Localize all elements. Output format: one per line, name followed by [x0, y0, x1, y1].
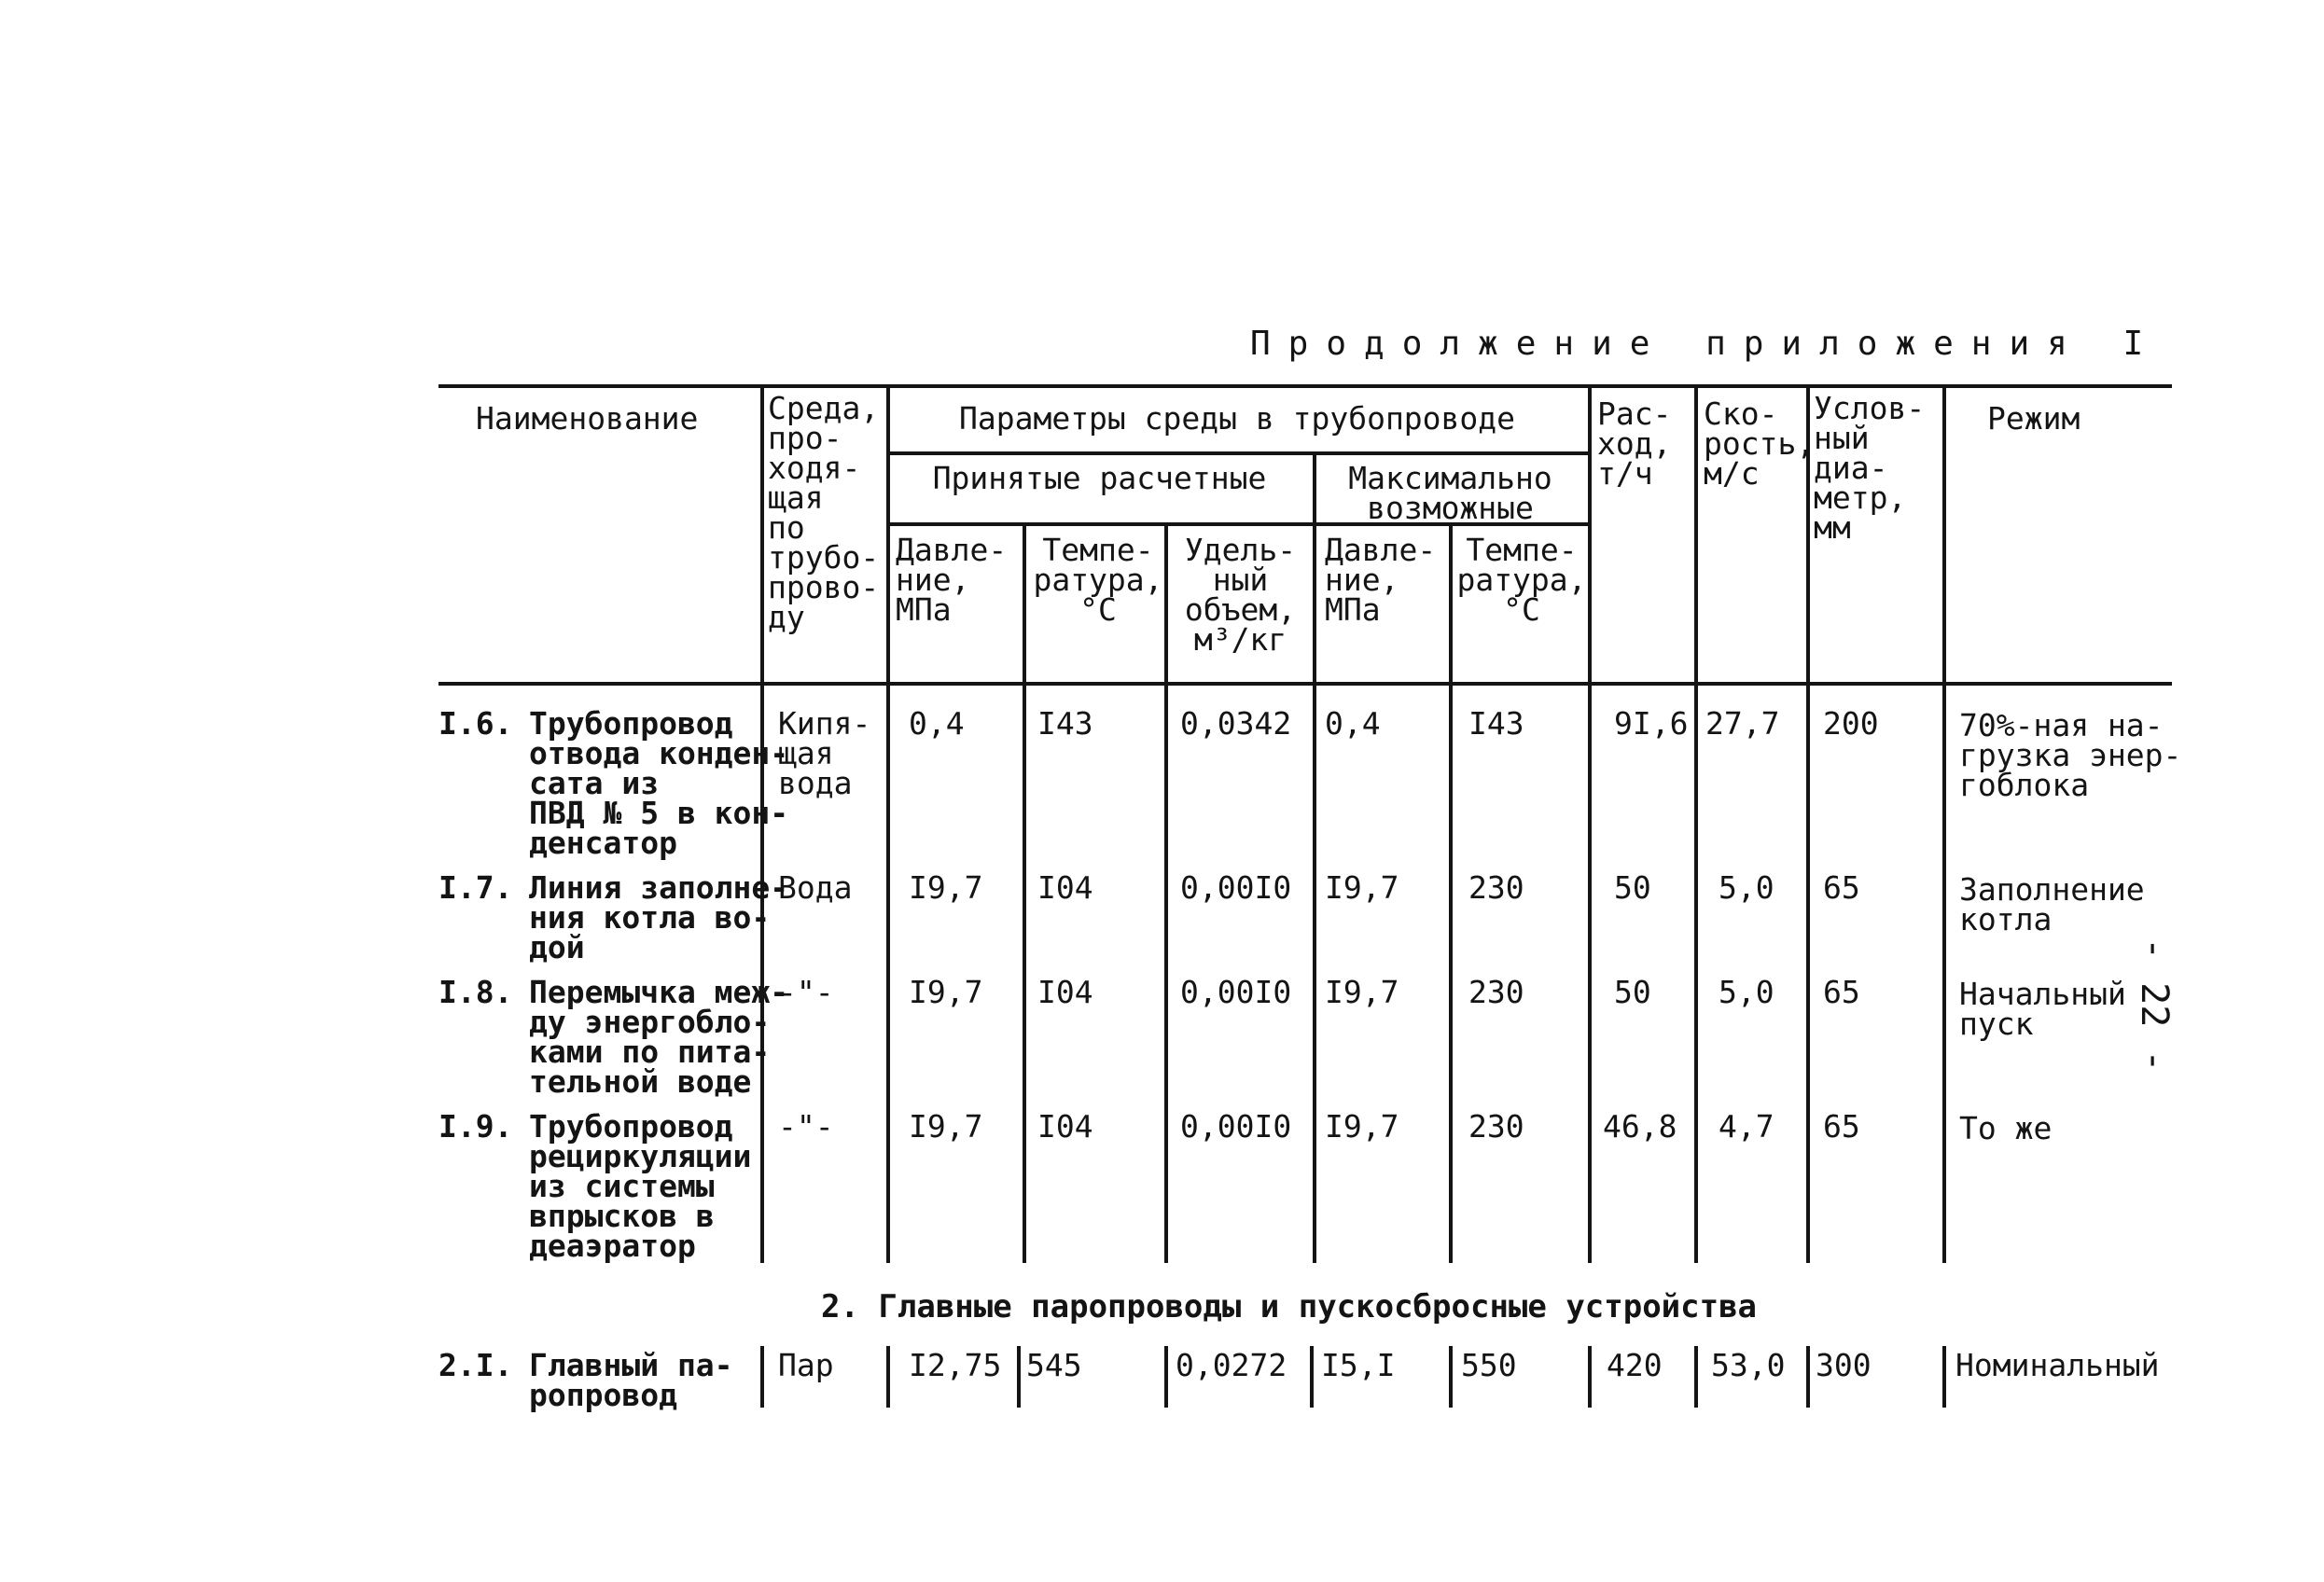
header-mode: Режим — [1987, 400, 2080, 437]
row-speed: 27,7 — [1705, 705, 1780, 742]
row-diameter: 65 — [1823, 974, 1860, 1010]
row-mode: Номинальный — [1955, 1347, 2160, 1383]
row-max-temperature: 230 — [1468, 974, 1524, 1010]
row-max-pressure: I5,I — [1321, 1347, 1396, 1383]
row-diameter: 200 — [1823, 705, 1879, 742]
row-max-temperature: 230 — [1468, 1108, 1524, 1145]
continuation-caption: Продолжение приложения I — [1250, 325, 2162, 363]
row-medium: Вода — [778, 869, 853, 906]
row-mode: 70%-ная на- грузка энер- гоблока — [1959, 707, 2182, 803]
page-number: - 22 - — [2133, 937, 2176, 1073]
row-pressure: I9,7 — [909, 974, 983, 1010]
row-name: Линия заполне- ния котла во- дой — [529, 869, 789, 965]
row-diameter: 65 — [1823, 869, 1860, 906]
header-speed: Ско- рость, м/с — [1704, 396, 1816, 492]
row-speed: 4,7 — [1719, 1108, 1774, 1145]
row-medium: -"- — [778, 974, 834, 1010]
row-flow: 46,8 — [1603, 1108, 1677, 1145]
row-volume: 0,00I0 — [1180, 1108, 1292, 1145]
row-medium: Пар — [778, 1347, 834, 1383]
row-temperature: I04 — [1037, 974, 1093, 1010]
row-pressure: I2,75 — [909, 1347, 1002, 1383]
row-volume: 0,0342 — [1180, 705, 1292, 742]
section-heading: 2. Главные паропроводы и пускосбросные устройства — [821, 1288, 1758, 1325]
row-name: Трубопровод отвода конден- сата из ПВД № 5 в кон- денсатор — [529, 705, 789, 861]
header-max-pressure: Давле- ние, МПа — [1325, 532, 1437, 628]
row-pressure: I9,7 — [909, 1108, 983, 1145]
row-pressure: 0,4 — [909, 705, 965, 742]
row-mode: Заполнение котла — [1959, 871, 2145, 937]
row-flow: 9I,6 — [1614, 705, 1689, 742]
row-volume: 0,00I0 — [1180, 869, 1292, 906]
row-speed: 5,0 — [1719, 974, 1774, 1010]
header-name: Наименование — [476, 400, 699, 437]
header-volume: Удель- ный объем, м³/кг — [1184, 532, 1297, 658]
row-temperature: I43 — [1037, 705, 1093, 742]
row-number: I.8. — [438, 974, 513, 1010]
row-max-pressure: I9,7 — [1325, 1108, 1399, 1145]
row-flow: 50 — [1614, 974, 1651, 1010]
row-mode: То же — [1959, 1110, 2053, 1146]
row-speed: 53,0 — [1711, 1347, 1786, 1383]
row-name: Главный па- ропровод — [529, 1347, 733, 1413]
header-medium: Среда, про- ходя- щая по трубо- прово- ду — [768, 390, 880, 635]
row-max-temperature: I43 — [1468, 705, 1524, 742]
row-max-temperature: 230 — [1468, 869, 1524, 906]
header-accepted: Принятые расчетные — [932, 460, 1267, 496]
header-flow: Рас- ход, т/ч — [1597, 396, 1672, 492]
header-diameter: Услов- ный диа- метр, мм — [1814, 390, 1926, 546]
row-medium: Кипя- щая вода — [778, 705, 871, 801]
header-temperature: Темпе- ратура, °С — [1033, 532, 1163, 628]
row-max-pressure: 0,4 — [1325, 705, 1381, 742]
row-medium: -"- — [778, 1108, 834, 1145]
header-params: Параметры среды в трубопроводе — [958, 400, 1516, 437]
row-temperature: 545 — [1026, 1347, 1082, 1383]
row-diameter: 300 — [1816, 1347, 1872, 1383]
header-pressure: Давле- ние, МПа — [896, 532, 1008, 628]
row-temperature: I04 — [1037, 869, 1093, 906]
row-flow: 420 — [1607, 1347, 1663, 1383]
row-number: I.6. — [438, 705, 513, 742]
row-temperature: I04 — [1037, 1108, 1093, 1145]
row-volume: 0,0272 — [1176, 1347, 1287, 1383]
row-volume: 0,00I0 — [1180, 974, 1292, 1010]
header-maximum: Максимально возможные — [1348, 460, 1552, 526]
row-name: Перемычка меж- ду энергобло- ками по пита- тельной воде — [529, 974, 789, 1100]
row-name: Трубопровод рециркуляции из системы впрысков в деаэратор — [529, 1108, 752, 1264]
row-number: I.7. — [438, 869, 513, 906]
row-max-pressure: I9,7 — [1325, 974, 1399, 1010]
row-flow: 50 — [1614, 869, 1651, 906]
row-mode: Начальный пуск — [1959, 976, 2126, 1042]
row-max-pressure: I9,7 — [1325, 869, 1399, 906]
header-max-temperature: Темпе- ратура, °С — [1456, 532, 1587, 628]
row-diameter: 65 — [1823, 1108, 1860, 1145]
row-number: 2.I. — [438, 1347, 513, 1383]
row-speed: 5,0 — [1719, 869, 1774, 906]
row-number: I.9. — [438, 1108, 513, 1145]
row-pressure: I9,7 — [909, 869, 983, 906]
row-max-temperature: 550 — [1461, 1347, 1517, 1383]
